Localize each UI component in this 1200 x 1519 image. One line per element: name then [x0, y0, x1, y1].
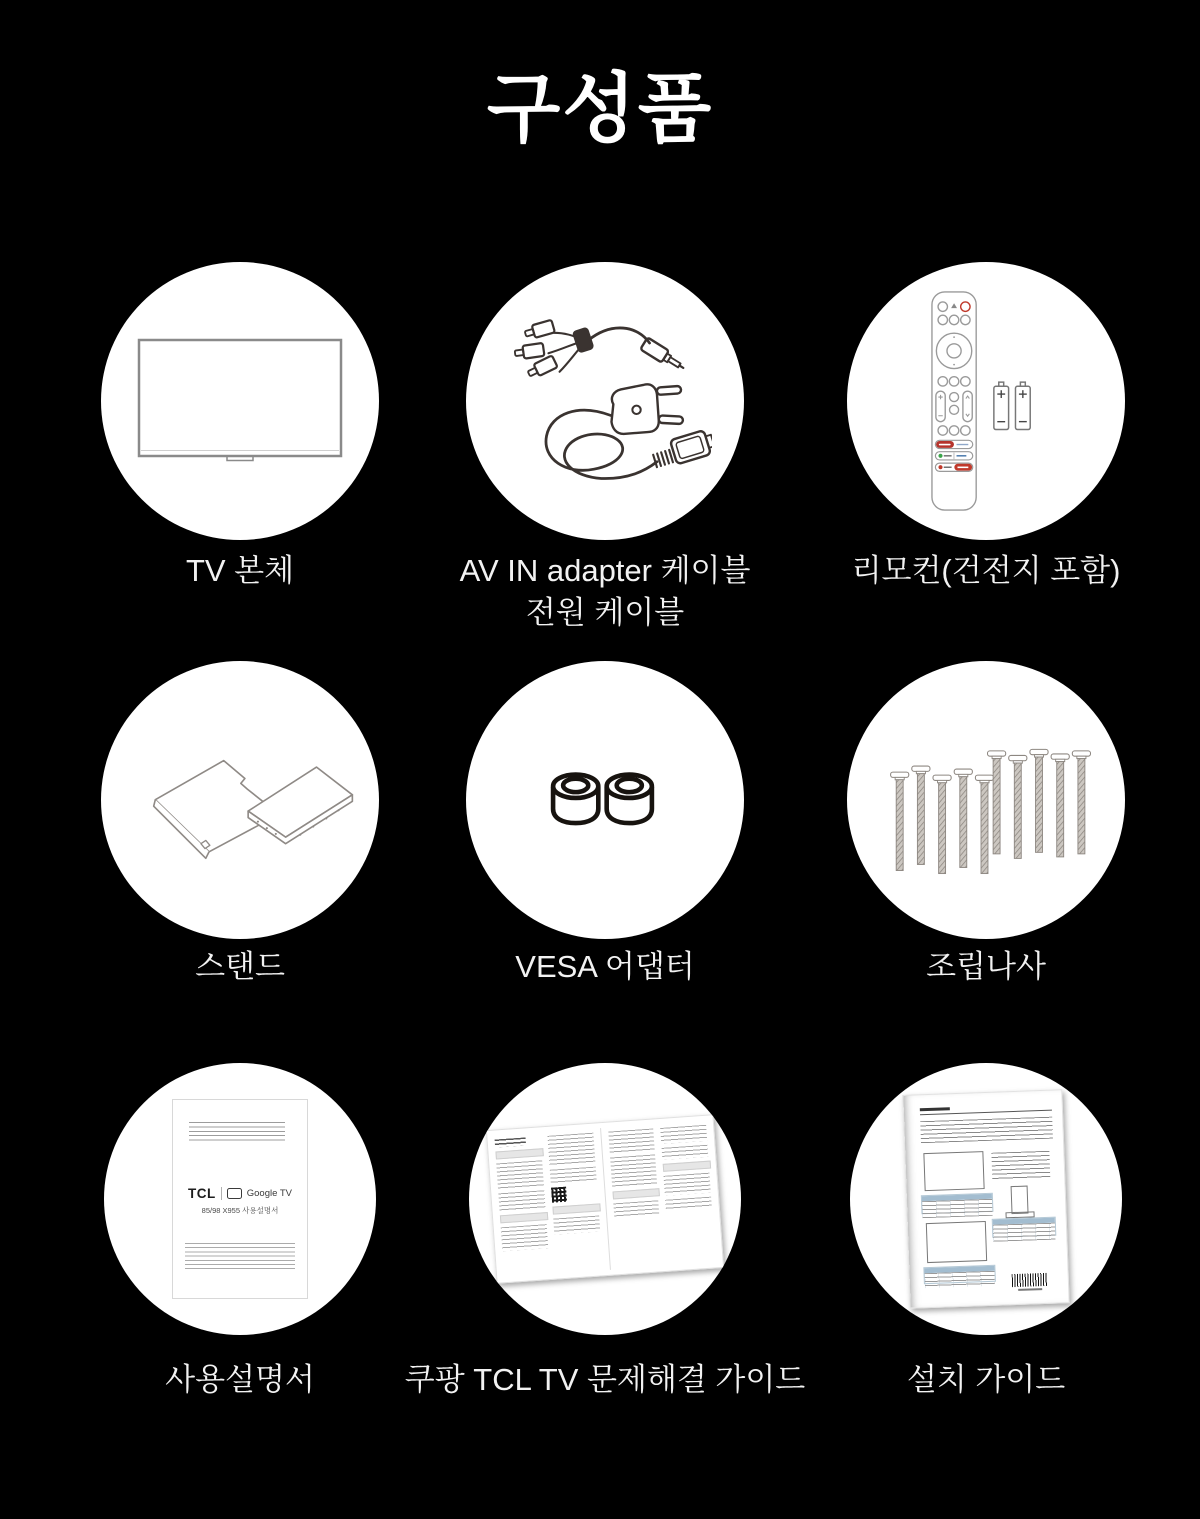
screws-item-circle — [847, 661, 1125, 939]
vesa-adapter-icon — [542, 767, 668, 834]
tv-label: TV 본체 — [185, 553, 295, 588]
text-lines — [553, 1215, 600, 1234]
install-title-line — [920, 1107, 950, 1111]
qr-code — [551, 1187, 567, 1203]
install-bullet-lines — [920, 1117, 1053, 1144]
manual-label: 사용설명서 — [165, 1362, 315, 1397]
user-manual-icon — [172, 1099, 308, 1299]
tv-item-circle — [101, 262, 379, 540]
guide-left-page — [487, 1123, 610, 1282]
remote-label: 리모컨(건전지 포함) — [851, 553, 1121, 588]
text-lines — [664, 1173, 711, 1196]
tv-dimension-diagram-1 — [923, 1151, 984, 1191]
text-lines — [496, 1160, 543, 1189]
vesa-item-circle — [466, 661, 744, 939]
google-tv-wordmark: Google TV — [246, 1188, 292, 1199]
table-rows — [993, 1222, 1056, 1241]
tcl-logo: TCL — [188, 1186, 216, 1201]
install-paragraph-lines — [991, 1151, 1050, 1181]
screws-label: 조립나사 — [926, 949, 1046, 984]
text-lines — [662, 1145, 708, 1160]
tv-dimension-diagram-2 — [926, 1221, 987, 1263]
manual-bottom-text-lines — [185, 1243, 295, 1272]
google-tv-icon — [227, 1188, 242, 1199]
install-guide-icon — [902, 1089, 1069, 1308]
av-power-cables-icon — [498, 292, 712, 510]
text-lines — [613, 1200, 660, 1217]
barcode-number-line — [1018, 1288, 1042, 1291]
text-lines — [608, 1128, 655, 1153]
guide-heading-lines — [495, 1137, 527, 1147]
page-title: 구성품 — [486, 67, 714, 152]
stand-icon — [126, 715, 354, 886]
remote-item-circle — [847, 262, 1125, 540]
install-table-3 — [992, 1217, 1057, 1238]
guide-section-bar — [495, 1148, 543, 1159]
vesa-label: VESA 어댑터 — [515, 949, 695, 984]
tv-icon — [124, 320, 356, 482]
guide-col-1 — [495, 1136, 550, 1273]
text-lines — [501, 1224, 548, 1251]
logo-divider — [221, 1187, 222, 1200]
stand-item-circle — [101, 661, 379, 939]
guide-section-bar — [552, 1203, 600, 1214]
guide-right-page — [600, 1115, 723, 1274]
manual-top-text-lines — [189, 1122, 285, 1143]
remote-and-batteries-icon — [922, 288, 1050, 514]
guide-col-4 — [660, 1125, 715, 1262]
guide-label: 쿠팡 TCL TV 문제해결 가이드 — [404, 1362, 806, 1397]
manual-subtitle: 85/98 X955 사용설명서 — [201, 1206, 279, 1215]
text-lines — [660, 1125, 707, 1144]
manual-item-circle — [104, 1063, 376, 1335]
manual-logo-row — [173, 1186, 307, 1201]
text-lines — [547, 1133, 595, 1166]
barcode — [1012, 1273, 1048, 1287]
stand-diagram — [1011, 1186, 1029, 1215]
guide-section-bar — [612, 1188, 660, 1199]
text-lines — [610, 1154, 658, 1187]
cables-label-line2: 전원 케이블 — [525, 595, 685, 630]
install-table-2 — [923, 1265, 996, 1285]
stand-label: 스탠드 — [195, 949, 285, 984]
cables-item-circle — [466, 262, 744, 540]
install-label: 설치 가이드 — [906, 1362, 1066, 1397]
text-lines — [550, 1167, 597, 1184]
text-lines — [665, 1197, 711, 1210]
guide-col-3 — [608, 1128, 663, 1265]
table-rows — [925, 1270, 995, 1287]
table-rows — [922, 1198, 993, 1217]
text-lines — [498, 1190, 545, 1211]
guide-col-2 — [547, 1133, 602, 1270]
guide-section-bar — [500, 1212, 548, 1223]
install-table-1 — [921, 1193, 994, 1215]
screws-icon — [880, 719, 1092, 882]
guide-section-bar — [663, 1161, 711, 1172]
troubleshooting-guide-icon — [486, 1114, 724, 1284]
install-item-circle — [850, 1063, 1122, 1335]
cables-label-line1: AV IN adapter 케이블 — [459, 553, 751, 588]
guide-item-circle — [469, 1063, 741, 1335]
